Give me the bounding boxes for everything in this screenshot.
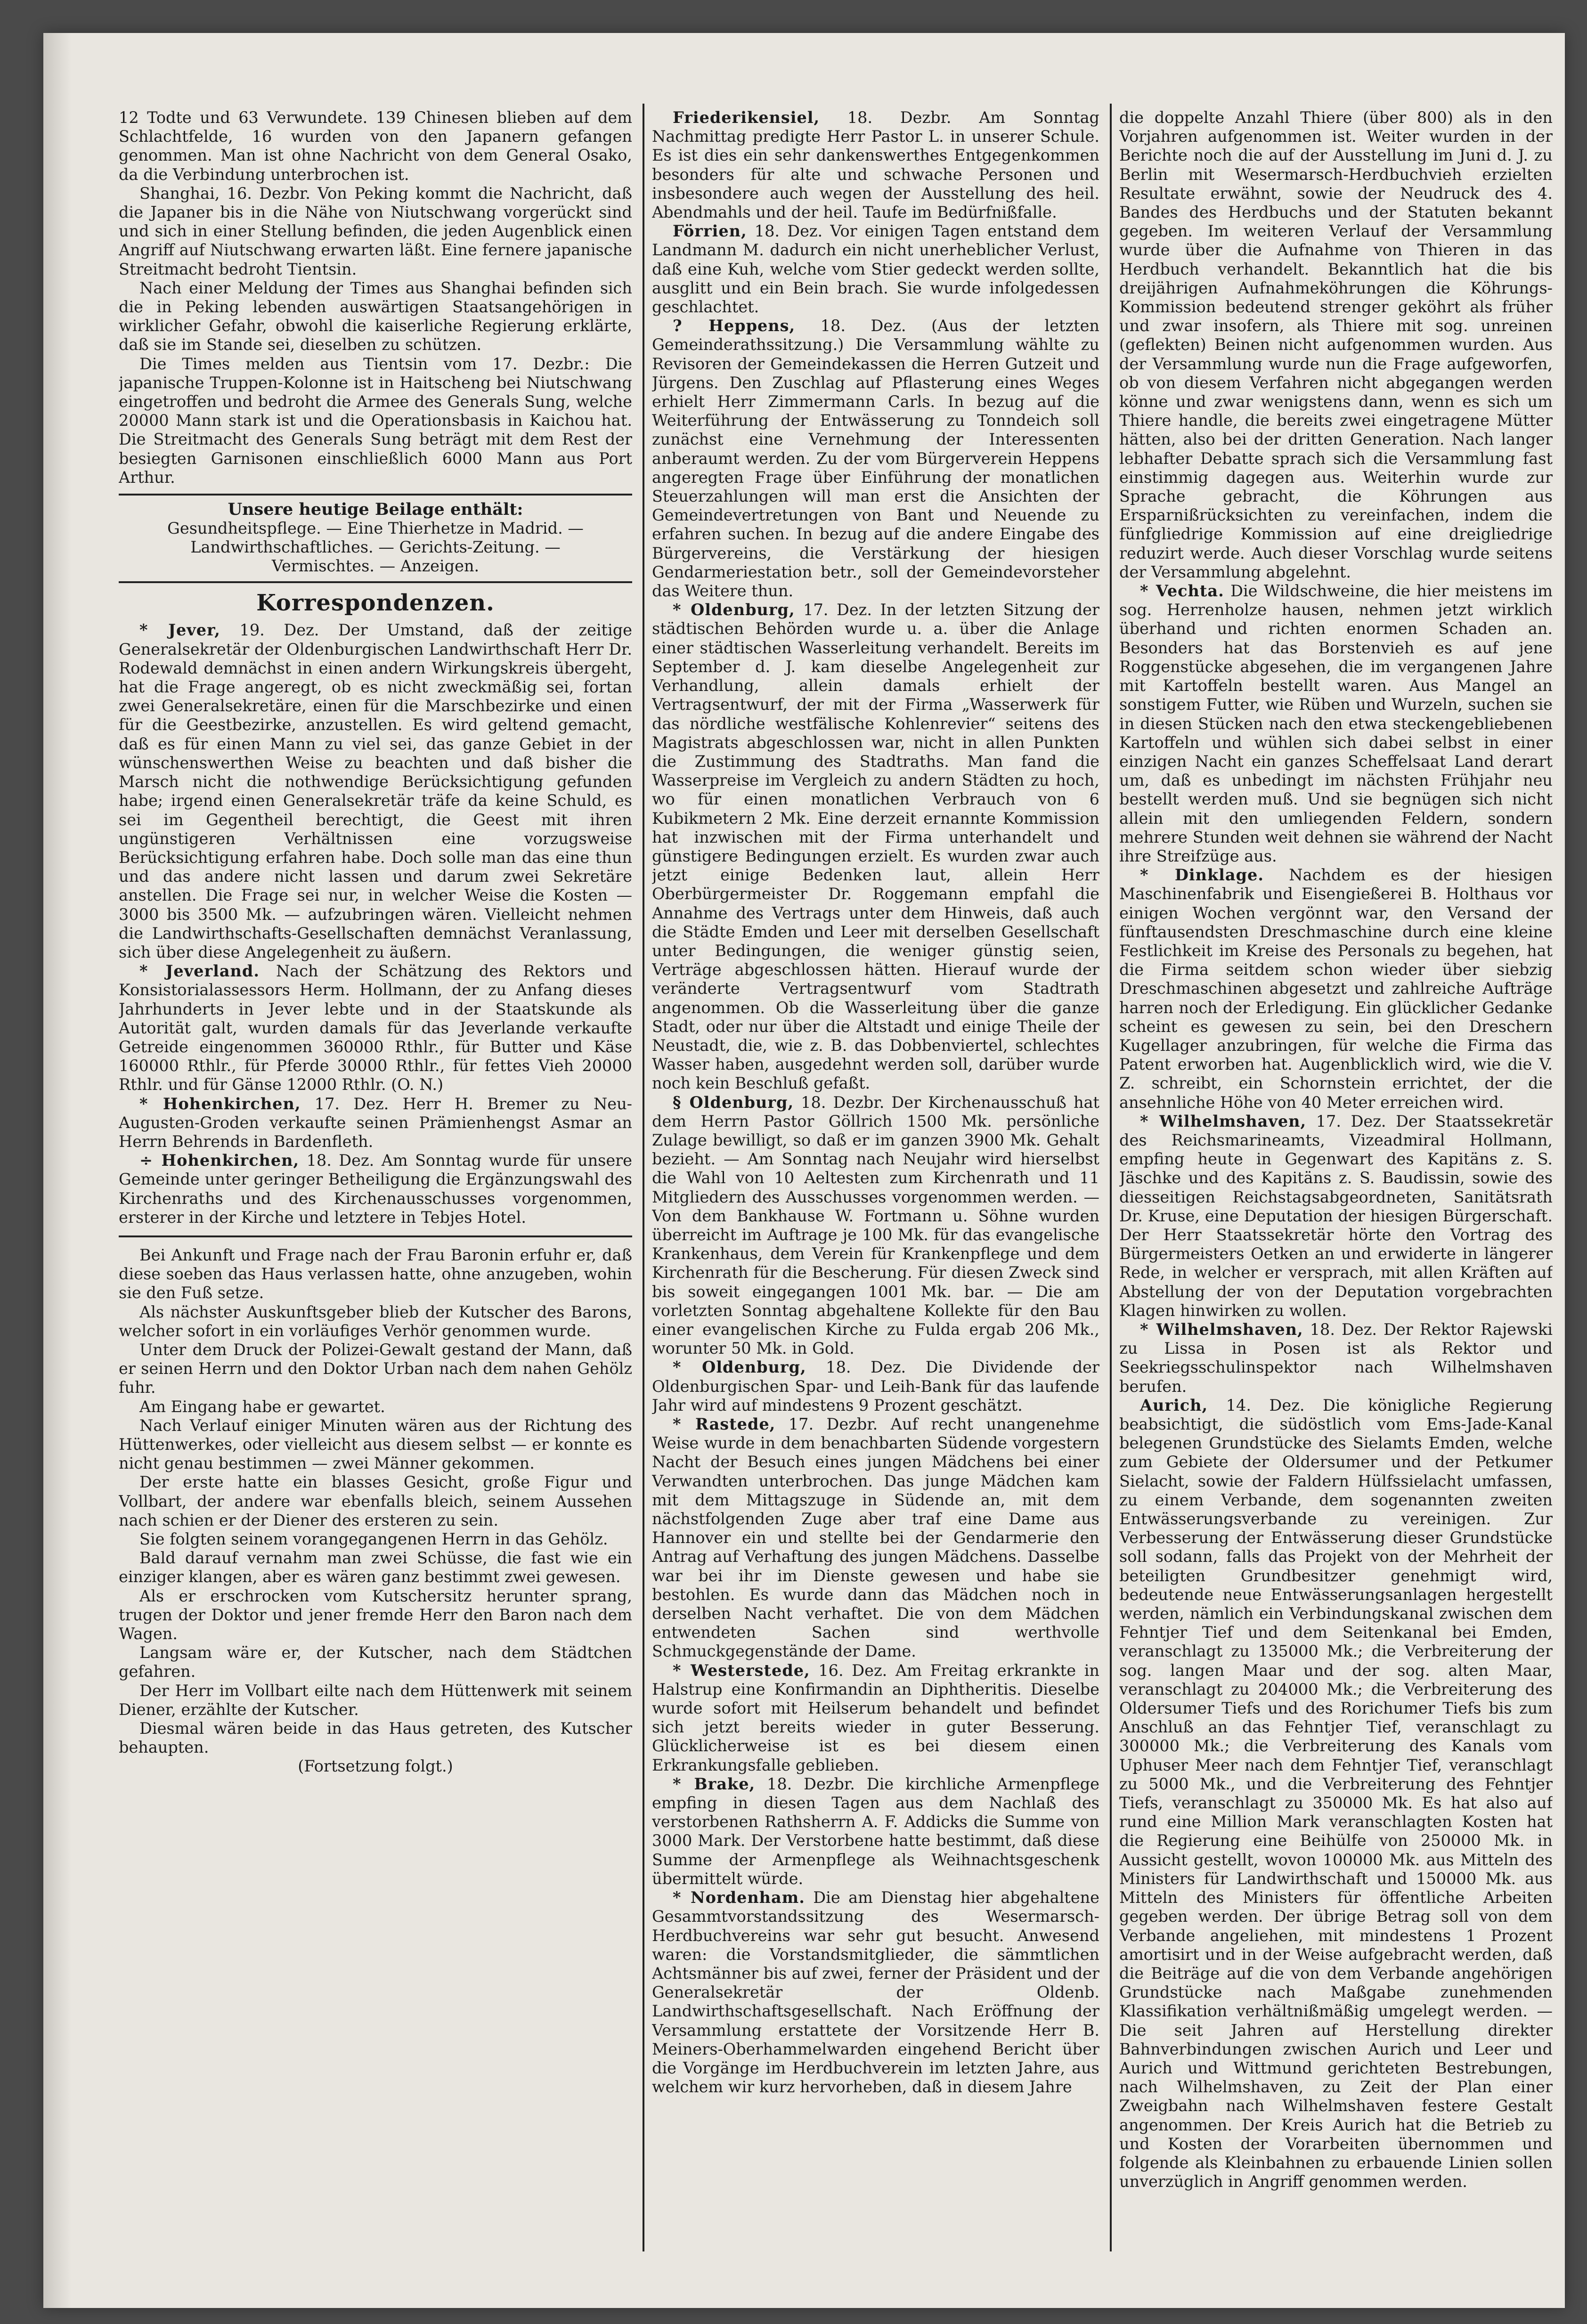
section-heading: Korrespondenzen.: [256, 590, 495, 617]
news-dateline: * Vechta.: [1140, 582, 1224, 601]
news-text: 17. Dez. In der letzten Sitzung der städtischen Behörden wurde u. a. über die Anlage einer städtischen Wasserleitung verhandelt. Bereits im September d. J. kam dieselbe Angelegenheit zur Verhandlung, allein damals erhielt der Vertragsentwurf, der mit der Firma „Wasserwerk für das nördliche westfälische Kohlenrevier“ seitens des Magistrats abgeschlossen war, nicht in allen Punkten die Zustimmung des Stadtraths. Man fand die Wasserpreise im Vergleich zu andern Städten zu hoch, wo für einen monatlichen Verbrauch von 6 Kubikmetern 2 Mk. Eine derzeit ernannte Kommission hat inzwischen mit der Firma unterhandelt und günstigere Bedingungen erzielt. Es wurden zwar auch jetzt einige Bedenken laut, allein Herr Oberbürgermeister Dr. Roggemann empfahl die Annahme des Vertrags unter dem Hinweis, daß auch die Städte Emden und Leer mit derselben Gesellschaft unter Bedingungen, die weniger günstig seien, Verträge abgeschlossen hätten. Hierauf wurde der veränderte Vertragsentwurf vom Stadtrath angenommen. Ob die Wasserleitung über die ganze Stadt, oder nur über die Altstadt und einige Theile der Neustadt, die, wie z. B. das Dobbenviertel, schlechtes Wasser haben, ausgedehnt werden soll, darüber wurde noch kein Beschluß gefaßt.: [652, 601, 1099, 1093]
news-dateline: * Wilhelmshaven,: [1140, 1112, 1307, 1130]
beilage-line: Gesundheitspflege. — Eine Thierhetze in Madrid. —: [167, 519, 584, 538]
news-dateline: ? Heppens,: [673, 317, 796, 335]
news-text: 14. Dez. Die königliche Regierung beabsichtigt, die südöstlich vom Ems-Jade-Kanal belegenen Grundstücke des Sielamts Emden, welche zum Gebiete der Oldersumer und der Petkumer Sielacht, sowie der Faldern Hülfssielacht umfassen, zu einem Verbande, dem sogenannten zweiten Entwässerungsverbande zu vereinigen. Zur Verbesserung der Entwässerung dieser Grundstücke soll sodann, falls das Projekt von der Mehrheit der beteiligten Grundbesitzer genehmigt wird, bedeutende neue Entwässerungsanlagen hergestellt werden, nämlich ein Verbindungskanal zwischen dem Fehntjer Tief und dem Seitenkanal bei Emden, veranschlagt zu 135000 Mk.; die Verbreiterung der sog. langen Maar und der sog. alten Maar, veranschlagt zu 204000 Mk.; die Verbreiterung des Oldersumer Tiefs und des Rorichumer Tiefs bis zum Anschluß an das Fehntjer Tief, veranschlagt zu 300000 Mk.; die Verbreiterung des Kanals vom Uphuser Meer nach dem Fehntjer Tief, veranschlagt zu 5000 Mk., und die Verbreiterung des Fehntjer Tiefs, veranschlagt zu 350000 Mk. Es hat also auf rund eine Million Mark veranschlagten Kosten hat die Regierung eine Beihülfe von 250000 Mk. in Aussicht gestellt, wovon 100000 Mk. aus Mitteln des Ministers für Landwirthschaft und 150000 Mk. aus Mitteln des Ministers für öffentliche Arbeiten gegeben werden. Der übrige Betrag soll von dem Verbande angeliehen, mit mindestens 1 Prozent amortisirt und in der Weise aufgebracht werden, daß die Beiträge auf die von dem Verbande angehörigen Grundstücke nach Maßgabe zunehmenden Klassifikation verhältnißmäßig umgelegt werden. — Die seit Jahren auf Herstellung direkter Bahnverbindungen zwischen Aurich und Leer und Aurich und Wittmund gerichteten Bestrebungen, nach Wilhelmshaven, zu Zeit der Plan einer Zweigbahn nach Wilhelmshaven festere Gestalt angenommen. Der Kreis Aurich hat die Betrieb zu und Kosten der Vorarbeiten übernommen und folgende als Kleinbahnen zu erbauende Linien sollen unverzüglich in Angriff genommen werden.: [1119, 1396, 1553, 2191]
news-dateline: * Wilhelmshaven,: [1140, 1320, 1303, 1339]
news-item: [119, 962, 632, 1094]
news-dateline: * Brake,: [673, 1774, 756, 1793]
news-dateline: * Hohenkirchen,: [139, 1094, 301, 1113]
beilage-title: Unsere heutige Beilage enthält:: [228, 500, 523, 520]
news-item: [119, 1095, 632, 1152]
news-item: [652, 317, 1099, 601]
story-paragraph: Als er erschrocken vom Kutschersitz herunter sprang, trugen der Doktor und jener fremde Herr den Baron nach dem Wagen.: [119, 1586, 632, 1643]
news-item: [652, 1661, 1099, 1775]
news-text: 18. Dezbr. Die kirchliche Armenpflege empfing in diesen Tagen aus dem Nachlaß des verstorbenen Rathsherrn A. F. Addicks die Summe von 3000 Mark. Der Verstorbene hatte bestimmt, daß diese Summe der Armenpflege als Weihnachtsgeschenk übermittelt würde.: [652, 1774, 1099, 1888]
newspaper-page: [43, 33, 1565, 2308]
news-dateline: * Nordenham.: [673, 1888, 805, 1907]
feuilleton-separator: [119, 1235, 632, 1237]
news-text: Die am Dienstag hier abgehaltene Gesammtvorstandssitzung des Wesermarsch-Herdbuchvereins war sehr gut besucht. Anwesend waren: die Vorstandsmitglieder, die sämmtlichen Achtsmänner bis auf zwei, ferner der Präsident und der Generalsekretär der Oldenb. Landwirthschaftsgesellschaft. Nach Eröffnung der Versammlung erstattete der Vorsitzende Herr B. Meiners-Oberhammelwarden eingehend Bericht über die Vorgänge im Herdbuchverein im letzten Jahre, aus welchem wir kurz hervorheben, daß in diesem Jahre: [652, 1888, 1099, 2096]
news-item: [652, 222, 1099, 317]
paragraph: Die Times melden aus Tientsin vom 17. Dezbr.: Die japanische Truppen-Kolonne ist in Haitscheng bei Niutschwang eingetroffen und bedroht die Armee des Generals Sung, welche 20000 Mann stark ist und die Operationsbasis in Kaichou hat. Die Streitmacht des Generals Sung beträgt mit dem Rest der besiegten Garnisonen einschließlich 6000 Mann aus Port Arthur.: [119, 354, 632, 487]
story-paragraph: Nach Verlauf einiger Minuten wären aus der Richtung des Hüttenwerkes, oder vielleicht aus diesem selbst — er konnte es nicht genau bestimmen — zwei Männer gekommen.: [119, 1416, 632, 1473]
news-item: [652, 601, 1099, 1093]
news-text: Nach der Schätzung des Rektors und Konsistorialassessors Herm. Hollmann, der zu Anfang dieses Jahrhunderts in Jever lebte und in der Staatskunde als Autorität galt, wurden damals für das Jeverlande verkaufte Getreide eingenommen 360000 Rthlr., für Butter und Käse 160000 Rthlr., für Pferde 30000 Rthlr., für fettes Vieh 20000 Rthlr. und für Gänse 12000 Rthlr. (O. N.): [119, 962, 632, 1094]
story-paragraph: Unter dem Druck der Polizei-Gewalt gestand der Mann, daß er seinen Herrn und den Doktor Urban nach dem nahen Gehölz fuhr.: [119, 1340, 632, 1397]
news-dateline: * Westerstede,: [673, 1661, 810, 1680]
news-dateline: ÷ Hohenkirchen,: [139, 1151, 300, 1170]
news-text: 16. Dez. Am Freitag erkrankte in Halstrup eine Konfirmandin an Diphtheritis. Dieselbe wurde sofort mit Heilserum behandelt und befindet sich jetzt bereits wieder in guter Besserung. Glücklicherweise ist es bei diesem einen Erkrankungsfalle geblieben.: [652, 1661, 1099, 1774]
story-paragraph: Als nächster Auskunftsgeber blieb der Kutscher des Barons, welcher sofort in ein vorläufiges Verhör genommen wurde.: [119, 1302, 632, 1340]
news-item: [652, 1415, 1099, 1661]
news-dateline: * Oldenburg,: [673, 601, 795, 619]
news-dateline: * Jever,: [139, 621, 220, 640]
paragraph: Shanghai, 16. Dezbr. Von Peking kommt die Nachricht, daß die Japaner bis in die Nähe von Niutschwang vorgerückt sind und sich in einer Stellung befinden, die jeden Augenblick einen Angriff auf Niutschwang erwarten läßt. Eine fernere japanische Streitmacht bedroht Tientsin.: [119, 184, 632, 278]
news-item: [652, 1775, 1099, 1888]
news-dateline: Friederikensiel,: [673, 108, 820, 127]
column-rule: [1110, 104, 1112, 2251]
news-text: 18. Dez. Am Sonntag wurde für unsere Gemeinde unter geringer Betheiligung die Ergänzungswahl des Kirchenraths und des Kirchenausschusses vorgenommen, ersterer in der Kirche und letztere in Tebjes Hotel.: [119, 1151, 632, 1227]
news-dateline: Förrien,: [673, 222, 747, 241]
beilage-box: [119, 494, 632, 583]
news-text: 19. Dez. Der Umstand, daß der zeitige Generalsekretär der Oldenburgischen Landwirthschaft Herr Dr. Rodewald demnächst in einen andern Wirkungskreis übergeht, hat die Frage angeregt, ob es nicht zweckmäßig sei, fortan zwei Generalsekretäre, einen für die Marschbezirke und einen für die Geestbezirke, anzustellen. Es wird geltend gemacht, daß es für einen Mann zu viel sei, das ganze Gebiet in der wünschenswerthen Weise zu beachten und daß bisher die Marsch nicht die nothwendige Berücksichtigung gefunden habe; irgend einen Generalsekretär träfe da keine Schuld, es sei im Gegentheil berechtigt, die Geest mit ihren ungünstigeren Verhältnissen eine vorzugsweise Berücksichtigung erfahren habe. Doch solle man das eine thun und das andere nicht lassen und darum zwei Sekretäre anstellen. Die Frage sei nur, in welcher Weise die Kosten — 3000 bis 3500 Mk. — aufzubringen wären. Vielleicht nehmen die Landwirthschafts-Gesellschaften demnächst Veranlassung, sich über diese Angelegenheit zu äußern.: [119, 621, 632, 961]
news-item: [1119, 1396, 1553, 2192]
news-text: 18. Dez. Die Dividende der Oldenburgischen Spar- und Leih-Bank für das laufende Jahr wird auf mindestens 9 Prozent geschätzt.: [652, 1358, 1099, 1414]
news-item: [652, 1888, 1099, 2096]
news-dateline: § Oldenburg,: [673, 1093, 794, 1112]
column-2: [652, 108, 1099, 2275]
news-text: 17. Dezbr. Auf recht unangenehme Weise wurde in dem benachbarten Südende vorgestern Nacht der Besuch eines jungen Mädchens bei einer Verwandten unterbrochen. Das junge Mädchen kam mit dem Mittagszuge in Südende an, mit dem nächstfolgenden Zuge aber traf eine Dame aus Hannover ein und stellte bei der Gendarmerie den Antrag auf Verhaftung des jungen Mädchens. Dasselbe war bei ihr im Dienste gewesen und habe sie bestohlen. Es wurde dann das Mädchen noch in derselben Nacht verhaftet. Die von dem Mädchen entwendeten Sachen sind werthvolle Schmuckgegenstände der Dame.: [652, 1415, 1099, 1661]
story-paragraph: Bei Ankunft und Frage nach der Frau Baronin erfuhr er, daß diese soeben das Haus verlassen hatte, ohne anzugeben, wohin sie den Fuß setze.: [119, 1245, 632, 1302]
news-item: [119, 1151, 632, 1227]
continuation-note: (Fortsetzung folgt.): [298, 1757, 453, 1776]
column-rule: [643, 104, 644, 2251]
news-item: [1119, 582, 1553, 866]
news-text: 18. Dez. Der Rektor Rajewski zu Lissa in Posen ist als Rektor und Seekriegsschulinspektor nach Wilhelmshaven berufen.: [1119, 1320, 1553, 1396]
news-item: [652, 1358, 1099, 1415]
news-item: [119, 621, 632, 962]
news-dateline: Aurich,: [1140, 1396, 1208, 1414]
story-paragraph: Bald darauf vernahm man zwei Schüsse, die fast wie ein einziger klangen, aber es wären ganz bestimmt zwei gewesen.: [119, 1549, 632, 1586]
paragraph: Nach einer Meldung der Times aus Shanghai befinden sich die in Peking lebenden auswärtigen Staatsangehörigen in wirklicher Gefahr, obwohl die kaiserliche Regierung erklärte, daß sie im Stande sei, dieselben zu schützen.: [119, 278, 632, 354]
news-dateline: * Oldenburg,: [673, 1358, 806, 1377]
news-text: Nachdem es der hiesigen Maschinenfabrik und Eisengießerei B. Holthaus vor einigen Wochen vergönnt war, den Versand der fünftausendsten Dreschmaschine durch eine kleine Festlichkeit im Kreise des Personals zu begehen, hat die Firma seitdem schon wieder über siebzig Dreschmaschinen abgesetzt und zahlreiche Aufträge harren noch der Erledigung. Ein glücklicher Gedanke scheint es gewesen zu sein, bei den Dreschern Kugellager anzubringen, für welche die Firma das Patent erworben hat. Augenblicklich wird, wie die V. Z. schreibt, ein Schornstein errichtet, der die ansehnliche Höhe von 40 Meter erreichen wird.: [1119, 866, 1553, 1112]
story-paragraph: Sie folgten seinem vorangegangenen Herrn in das Gehölz.: [139, 1530, 608, 1549]
news-item: [1119, 108, 1553, 582]
news-text: Die Wildschweine, die hier meistens im sog. Herrenholze hausen, nehmen jetzt wirklich überhand und richten enormen Schaden an. Besonders hat das Borstenvieh es auf jene Roggenstücke abgesehen, die im vergangenen Jahre mit Kartoffeln bestellt waren. Aus Mangel an sonstigem Futter, wie Rüben und Wurzeln, suchen sie in diesen Stücken nach den etwa steckengebliebenen Kartoffeln und wühlen sich dabei selbst in einer einzigen Nacht ein ganzes Scheffelsaat Land derart um, daß es unbedingt im nächsten Frühjahr neu bestellt werden muß. Und sie begnügen sich nicht allein mit den umliegenden Feldern, sondern mehrere Stunden weit dehnen sie während der Nacht ihre Streifzüge aus.: [1119, 582, 1553, 865]
news-dateline: * Rastede,: [673, 1415, 776, 1434]
news-dateline: * Dinklage.: [1140, 866, 1264, 885]
news-text: die doppelte Anzahl Thiere (über 800) als in den Vorjahren aufgenommen ist. Weiter wurden in der Berichte noch die auf der Ausstellung im Juni d. J. zu Berlin mit Wesermarsch-Herdbuchvieh erzielten Resultate erwähnt, sowie der Neudruck des 4. Bandes des Herdbuchs und der Statuten bekannt gegeben. Im weiteren Verlauf der Versammlung wurde über die Aufnahme von Thieren in das Herdbuch verhandelt. Bekanntlich hat die bis dreijährigen Aufnahmeköhrungen die Köhrungs-Kommission bedeutend strenger geköhrt als früher und zwar insofern, als Thiere mit sog. unreinen (geflekten) Beinen nicht aufgenommen wurden. Aus der Versammlung wurde nun die Frage aufgeworfen, ob von diesem Verfahren nicht abgegangen werden könne und zwar wenigstens dann, wenn es sich um Thiere handle, die bereits zwei eingetragene Mütter hätten, also bei der dritten Generation. Nach langer lebhafter Debatte sprach sich die Versammlung fast einstimmig dagegen aus. Weiterhin wurde zur Sprache gebracht, die Köhrungen aus Ersparnißrücksichten zu vereinfachen, indem die fünfgliedrige Kommission auf eine dreigliedrige reduzirt werde. Auch dieser Vorschlag wurde seitens der Versammlung abgelehnt.: [1119, 108, 1553, 581]
beilage-line: Landwirthschaftliches. — Gerichts-Zeitung. —: [190, 538, 561, 557]
news-text: 18. Dez. (Aus der letzten Gemeinderathssitzung.) Die Versammlung wählte zu Revisoren der Gemeindekassen die Herren Gutzeit und Jürgens. Den Zuschlag auf Pflasterung eines Weges erhielt Herr Zimmermann Carls. In bezug auf die Weiterführung der Entwässerung zu Tonndeich soll zunächst eine Vernehmung der Interessenten anberaumt werden. Zu der vom Bürgerverein Heppens angeregten Frage über Einführung der monatlichen Steuerzahlungen will man erst die Ansichten der Gemeindevertretungen von Bant und Neuende zu erfahren suchen. In bezug auf die andere Eingabe des Bürgervereins, die Verstärkung der hiesigen Gendarmeriestation betr., soll der Gemeindevorsteher das Weitere thun.: [652, 317, 1099, 601]
news-text: 17. Dez. Der Staatssekretär des Reichsmarineamts, Vizeadmiral Hollmann, empfing heute in Gegenwart des Kapitäns z. S. Jäschke und des Kapitäns z. S. Baudissin, sowie des diesseitigen Reichstagsabgeordneten, Sanitätsrath Dr. Kruse, eine Deputation der hiesigen Bürgerschaft. Der Herr Staatssekretär hörte den Vortrag des Bürgermeisters Oetken an und erwiderte in längerer Rede, in welcher er versprach, mit allen Kräften auf Abstellung der von der Deputation vorgebrachten Klagen hinwirken zu wollen.: [1119, 1112, 1553, 1320]
news-dateline: * Jeverland.: [139, 962, 260, 981]
news-item: [1119, 1320, 1553, 1396]
news-item: [1119, 866, 1553, 1112]
news-text: 18. Dezbr. Am Sonntag Nachmittag predigte Herr Pastor L. in unserer Schule. Es ist dies ein sehr dankenswerthes Entgegenkommen besonders für alte und schwache Personen und insbesondere auch wegen der Ausstellung des heil. Abendmahls und der heil. Taufe im Bedürfnißfalle.: [652, 108, 1099, 222]
story-paragraph: Diesmal wären beide in das Haus getreten, des Kutscher behaupten.: [119, 1719, 632, 1757]
news-item: [652, 108, 1099, 222]
story-paragraph: Langsam wäre er, der Kutscher, nach dem Städtchen gefahren.: [119, 1643, 632, 1681]
story-paragraph: Der Herr im Vollbart eilte nach dem Hüttenwerk mit seinem Diener, erzählte der Kutscher.: [119, 1681, 632, 1719]
story-paragraph: Am Eingang habe er gewartet.: [139, 1397, 385, 1416]
news-text: 17. Dez. Herr H. Bremer zu Neu-Augusten-Groden verkaufte seinen Prämienhengst Asmar an Herrn Behrends in Bardenfleth.: [119, 1094, 632, 1151]
news-item: [652, 1093, 1099, 1358]
column-1: [119, 108, 632, 2275]
column-3: [1119, 108, 1553, 2275]
news-text: 18. Dezbr. Der Kirchenausschuß hat dem Herrn Pastor Göllrich 1500 Mk. persönliche Zulage bewilligt, so daß er im ganzen 3900 Mk. Gehalt bezieht. — Am Sonntag nach Neujahr wird hierselbst die Wahl von 10 Aeltesten zum Kirchenrath und 11 Mitgliedern des Ausschusses vorgenommen werden. — Von dem Bankhause W. Fortmann u. Söhne wurden überreicht im Auftrage je 100 Mk. für das evangelische Krankenhaus, dem Verein für Krankenpflege und dem Kirchenrath für die Bescherung. Für diesen Zweck sind bis soweit eingegangen 1001 Mk. bar. — Die am vorletzten Sonntag abgehaltene Kollekte für den Bau einer evangelischen Kirche zu Fulda ergab 206 Mk., worunter 50 Mk. in Gold.: [652, 1093, 1099, 1358]
story-paragraph: Der erste hatte ein blasses Gesicht, große Figur und Vollbart, der andere war ebenfalls bleich, seinem Aussehen nach schien er der Diener des ersteren zu sein.: [119, 1473, 632, 1529]
news-item: [1119, 1112, 1553, 1320]
paragraph: 12 Todte und 63 Verwundete. 139 Chinesen blieben auf dem Schlachtfelde, 16 wurden von den Japanern gefangen genommen. Man ist ohne Nachricht von dem General Osako, da die Verbindung unterbrochen ist.: [119, 108, 632, 184]
beilage-line: Vermischtes. — Anzeigen.: [271, 557, 480, 576]
news-text: 18. Dez. Vor einigen Tagen entstand dem Landmann M. dadurch ein nicht unerheblicher Verlust, daß eine Kuh, welche vom Stier gedeckt werden sollte, ausglitt und ein Bein brach. Sie wurde infolgedessen geschlachtet.: [652, 222, 1099, 317]
